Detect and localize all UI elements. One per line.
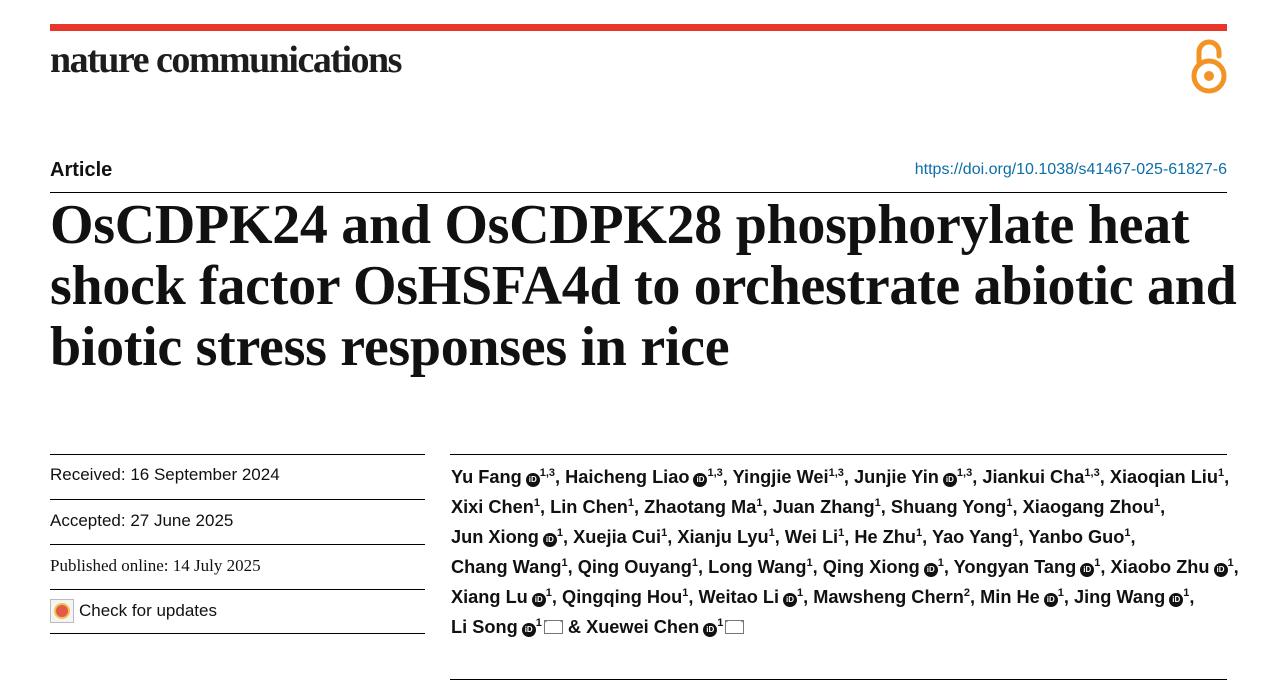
author-name[interactable]: Chang Wang xyxy=(451,557,562,577)
author-name[interactable]: Qing Xiong xyxy=(822,557,920,577)
author-separator: , xyxy=(667,527,673,547)
author-entry xyxy=(1023,497,1166,517)
author-separator: , xyxy=(1063,587,1069,607)
author-entry xyxy=(562,587,693,607)
meta-divider xyxy=(50,499,425,500)
affiliation-marker: 1 xyxy=(561,556,568,569)
author-entry xyxy=(733,467,849,487)
author-name[interactable]: Mawsheng Chern xyxy=(813,587,964,607)
author-entry xyxy=(550,497,639,517)
author-name[interactable]: Xixi Chen xyxy=(451,497,534,517)
affiliation-marker: 1 xyxy=(768,526,775,539)
author-name[interactable]: Zhaotang Ma xyxy=(644,497,757,517)
author-separator: , xyxy=(563,527,569,547)
author-entry xyxy=(954,557,1106,577)
author-separator: , xyxy=(1018,527,1024,547)
author-name[interactable]: Li Song xyxy=(451,617,518,637)
orcid-icon[interactable]: iD xyxy=(1080,563,1094,577)
check-for-updates-icon xyxy=(50,599,74,623)
author-separator: , xyxy=(774,527,780,547)
author-entry xyxy=(451,467,560,487)
author-entry xyxy=(980,587,1069,607)
author-entry xyxy=(854,467,977,487)
author-separator: , xyxy=(943,557,949,577)
orcid-icon[interactable]: iD xyxy=(943,473,957,487)
affiliation-marker: 1 xyxy=(806,556,813,569)
affiliation-marker: 1 xyxy=(627,496,635,509)
author-separator: , xyxy=(540,497,546,517)
orcid-icon[interactable]: iD xyxy=(1169,593,1183,607)
author-name[interactable]: Yao Yang xyxy=(931,527,1013,547)
author-entry xyxy=(785,527,849,547)
author-name[interactable]: Xiaogang Zhou xyxy=(1022,497,1155,517)
affiliation-marker: 1 xyxy=(533,496,540,509)
author-entry xyxy=(813,587,975,607)
author-separator: , xyxy=(972,467,978,487)
affiliation-marker: 1 xyxy=(661,526,668,539)
author-entry xyxy=(1028,527,1135,547)
meta-divider-top xyxy=(50,454,425,455)
meta-divider xyxy=(50,544,425,545)
affiliation-marker: 1 xyxy=(1217,466,1225,479)
author-name[interactable]: Qing Ouyang xyxy=(577,557,692,577)
affiliation-marker: 1,3 xyxy=(707,466,723,479)
affiliation-marker: 1 xyxy=(916,526,923,539)
affiliation-marker: 1 xyxy=(1183,586,1190,599)
meta-divider xyxy=(50,633,425,634)
affiliation-marker: 1 xyxy=(682,586,689,599)
orcid-icon[interactable]: iD xyxy=(703,623,717,637)
journal-accent-bar xyxy=(50,24,1227,31)
affiliation-marker: 1 xyxy=(1057,586,1064,599)
orcid-icon[interactable]: iD xyxy=(924,563,938,577)
affiliation-marker: 1,3 xyxy=(956,466,973,479)
author-separator: & xyxy=(567,617,587,637)
orcid-icon[interactable]: iD xyxy=(783,593,797,607)
author-separator: , xyxy=(1224,467,1230,487)
author-separator: , xyxy=(688,587,694,607)
author-separator: , xyxy=(880,497,886,517)
author-name[interactable]: Lin Chen xyxy=(550,497,628,517)
authors-divider-top xyxy=(450,454,1227,455)
author-entry xyxy=(644,497,767,517)
author-name[interactable]: Xiang Lu xyxy=(451,587,528,607)
author-separator: , xyxy=(1099,467,1105,487)
author-name[interactable]: Long Wang xyxy=(708,557,807,577)
orcid-icon[interactable]: iD xyxy=(693,473,707,487)
affiliation-marker: 1 xyxy=(717,616,724,629)
author-separator: , xyxy=(1130,527,1136,547)
author-name[interactable]: Xiaoqian Liu xyxy=(1109,467,1218,487)
author-name[interactable]: Yongyan Tang xyxy=(953,557,1077,577)
affiliation-marker: 1 xyxy=(937,556,944,569)
author-separator: , xyxy=(1189,587,1195,607)
meta-divider xyxy=(50,589,425,590)
author-name[interactable]: Min He xyxy=(980,587,1040,607)
author-entry xyxy=(1110,467,1229,487)
author-separator: , xyxy=(698,557,704,577)
author-name[interactable]: Juan Zhang xyxy=(772,497,875,517)
author-entry xyxy=(565,467,728,487)
author-entry xyxy=(573,527,672,547)
orcid-icon[interactable]: iD xyxy=(522,623,536,637)
author-entry xyxy=(982,467,1104,487)
author-separator: , xyxy=(812,557,818,577)
author-entry xyxy=(1111,557,1239,577)
affiliation-marker: 1 xyxy=(756,496,763,509)
mail-icon[interactable] xyxy=(725,620,744,634)
author-entry xyxy=(854,527,927,547)
article-title: OsCDPK24 and OsCDPK28 phosphorylate heat shock factor OsHSFA4d to orchestrate abiotic and biotic stress responses in rice xyxy=(50,194,1237,378)
affiliation-marker: 1,3 xyxy=(1084,466,1100,479)
published-date: Published online: 14 July 2025 xyxy=(50,556,261,575)
author-name[interactable]: Xuewei Chen xyxy=(586,617,700,637)
affiliation-marker: 1 xyxy=(1227,556,1234,569)
affiliation-marker: 1 xyxy=(1154,496,1161,509)
affiliation-marker: 1 xyxy=(535,616,542,629)
author-entry xyxy=(1074,587,1194,607)
author-separator: , xyxy=(634,497,640,517)
author-separator: , xyxy=(722,467,728,487)
author-name[interactable]: Jing Wang xyxy=(1073,587,1166,607)
author-entry xyxy=(891,497,1018,517)
affiliation-marker: 1 xyxy=(1124,526,1131,539)
affiliation-marker: 1 xyxy=(838,526,845,539)
author-separator: , xyxy=(555,467,561,487)
author-entry xyxy=(932,527,1024,547)
author-separator: , xyxy=(551,587,557,607)
author-separator: , xyxy=(803,587,809,607)
authors-divider-bottom xyxy=(450,679,1227,680)
author-entry xyxy=(677,527,779,547)
author-list xyxy=(451,462,1241,642)
check-for-updates-label: Check for updates xyxy=(79,601,217,620)
affiliation-marker: 2 xyxy=(963,586,970,599)
open-access-lock-icon xyxy=(1189,38,1229,96)
mail-icon[interactable] xyxy=(544,620,563,634)
author-separator: , xyxy=(1233,557,1239,577)
journal-logo[interactable]: nature communications xyxy=(50,39,401,81)
author-separator: , xyxy=(843,467,849,487)
affiliation-marker: 1 xyxy=(691,556,699,569)
author-name[interactable]: Wei Li xyxy=(784,527,839,547)
author-name[interactable]: Qingqing Hou xyxy=(562,587,683,607)
doi-link[interactable]: https://doi.org/10.1038/s41467-025-61827-6 xyxy=(914,161,1227,178)
author-entry xyxy=(708,557,818,577)
author-separator: , xyxy=(1100,557,1106,577)
author-name[interactable]: Xuejia Cui xyxy=(573,527,662,547)
author-entry xyxy=(773,497,886,517)
author-entry xyxy=(451,617,563,637)
affiliation-marker: 1 xyxy=(556,526,564,539)
author-name[interactable]: Jiankui Cha xyxy=(982,467,1085,487)
orcid-icon[interactable]: iD xyxy=(1214,563,1228,577)
author-separator: , xyxy=(1160,497,1166,517)
author-entry xyxy=(451,527,568,547)
article-type-label: Article xyxy=(50,159,113,181)
author-name[interactable]: Haicheng Liao xyxy=(565,467,690,487)
orcid-icon[interactable]: iD xyxy=(526,473,540,487)
author-separator: , xyxy=(567,557,573,577)
author-entry xyxy=(586,617,744,637)
author-name[interactable]: He Zhu xyxy=(854,527,917,547)
author-name[interactable]: Yingjie Wei xyxy=(732,467,829,487)
orcid-icon[interactable]: iD xyxy=(532,593,546,607)
author-name[interactable]: Junjie Yin xyxy=(854,467,939,487)
author-entry xyxy=(451,557,573,577)
author-entry xyxy=(451,497,545,517)
orcid-icon[interactable]: iD xyxy=(1044,593,1058,607)
author-entry xyxy=(699,587,809,607)
author-separator: , xyxy=(922,527,928,547)
received-date: Received: 16 September 2024 xyxy=(50,465,280,484)
author-entry xyxy=(451,587,557,607)
author-name[interactable]: Xiaobo Zhu xyxy=(1110,557,1210,577)
author-name[interactable]: Shuang Yong xyxy=(890,497,1007,517)
affiliation-marker: 1 xyxy=(545,586,552,599)
check-for-updates-button[interactable] xyxy=(50,599,425,623)
author-entry xyxy=(823,557,949,577)
author-separator: , xyxy=(1012,497,1018,517)
author-name[interactable]: Jun Xiong xyxy=(451,527,539,547)
author-name[interactable]: Yu Fang xyxy=(451,467,522,487)
author-separator: , xyxy=(762,497,768,517)
affiliation-marker: 1,3 xyxy=(539,466,556,479)
title-divider xyxy=(50,192,1227,193)
orcid-icon[interactable]: iD xyxy=(543,533,557,547)
accepted-date: Accepted: 27 June 2025 xyxy=(50,511,234,530)
author-separator: , xyxy=(844,527,850,547)
affiliation-marker: 1 xyxy=(1012,526,1019,539)
affiliation-marker: 1 xyxy=(1006,496,1013,509)
affiliation-marker: 1 xyxy=(797,586,804,599)
author-entry xyxy=(578,557,703,577)
affiliation-marker: 1 xyxy=(1094,556,1101,569)
affiliation-marker: 1 xyxy=(874,496,881,509)
author-name[interactable]: Xianju Lyu xyxy=(677,527,769,547)
author-name[interactable]: Yanbo Guo xyxy=(1028,527,1125,547)
author-separator: , xyxy=(969,587,976,607)
affiliation-marker: 1,3 xyxy=(828,466,844,479)
author-name[interactable]: Weitao Li xyxy=(698,587,780,607)
